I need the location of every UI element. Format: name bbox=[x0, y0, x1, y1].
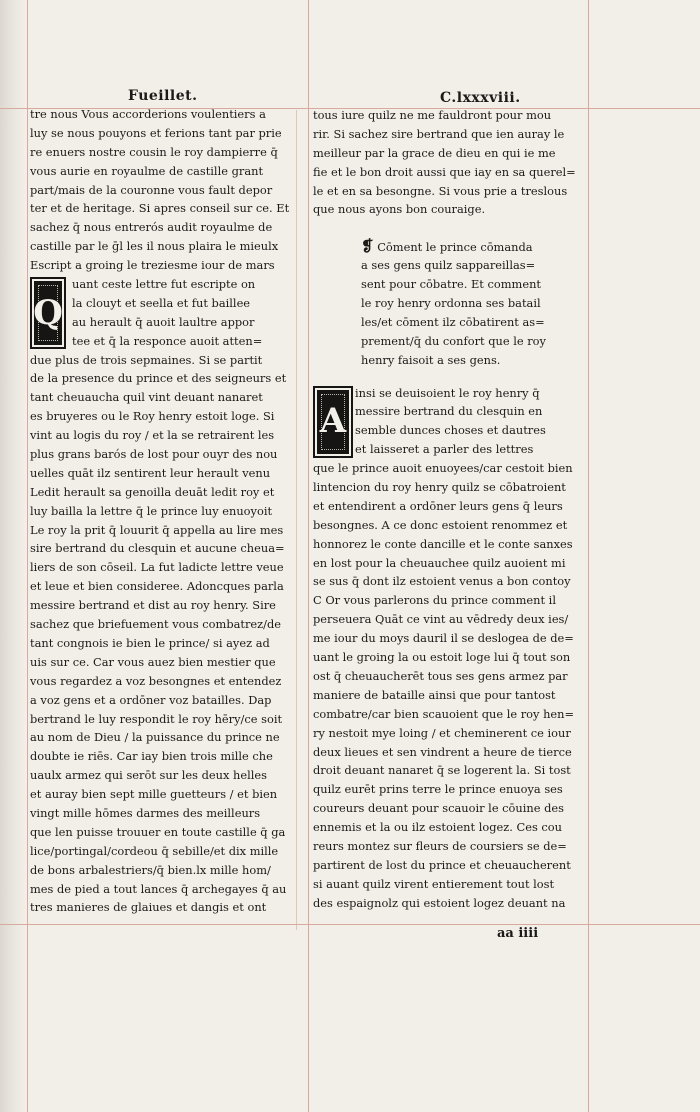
running-head-right: C.lxxxviii. bbox=[440, 90, 521, 106]
text-line: uelles quāt ilz sentirent leur herault venu bbox=[30, 465, 271, 480]
text-line: rir. Si sachez sire bertrand que ien auray le bbox=[313, 126, 565, 141]
right-column bbox=[313, 106, 587, 913]
text-line: uaulx armez qui serōt sur les deux helles bbox=[30, 768, 267, 783]
text-line: uant le groing la ou estoit loge lui q̄ tout son bbox=[313, 650, 571, 665]
text-line: tous iure quilz ne me fauldront pour mou bbox=[313, 108, 552, 122]
margin-rule-left-outer bbox=[27, 0, 28, 1112]
running-head-left: Fueillet. bbox=[128, 88, 198, 104]
text-line: meilleur par la grace de dieu en qui ie me bbox=[313, 145, 556, 160]
decorated-initial bbox=[313, 386, 353, 458]
text-line: semble dunces choses et dautres bbox=[355, 423, 546, 438]
text-line: le roy henry ordonna ses batail bbox=[361, 296, 541, 311]
text-line: besongnes. A ce donc estoient renommez et bbox=[313, 517, 568, 532]
right-initial-block bbox=[313, 384, 587, 460]
text-line: sire bertrand du clesquin et aucune cheua= bbox=[30, 541, 285, 556]
text-line: honnorez le conte dancille et le conte sanxes bbox=[313, 536, 573, 551]
text-line: uis sur ce. Car vous auez bien mestier que bbox=[30, 654, 276, 669]
text-line: tee et q̄ la responce auoit atten= bbox=[72, 333, 263, 348]
text-line: messire bertrand du clesquin en bbox=[355, 404, 543, 419]
text-line: ter et de heritage. Si apres conseil sur ce. Et bbox=[30, 201, 290, 216]
text-line: vingt mille hōmes darmes des meilleurs bbox=[30, 805, 261, 820]
text-line: me iour du moys dauril il se deslogea de de= bbox=[313, 631, 574, 646]
text-line: que len puisse trouuer en toute castille q̄ ga bbox=[30, 824, 286, 839]
text-line: mes de pied a tout lances q̄ archegayes q̄ au bbox=[30, 881, 287, 896]
right-top-block bbox=[313, 106, 587, 219]
left-column bbox=[30, 105, 296, 917]
text-line: Ledit herault sa genoilla deuāt ledit roy et bbox=[30, 484, 275, 499]
text-line: au herault q̄ auoit laultre appor bbox=[72, 314, 255, 329]
right-body-block bbox=[313, 459, 587, 912]
text-line: coureurs deuant pour scauoir le cōuine des bbox=[313, 801, 564, 816]
text-line: en lost pour la cheuauchee quilz auoient mi bbox=[313, 555, 566, 570]
text-line: vous regardez a voz besongnes et entendez bbox=[30, 673, 282, 688]
text-line: la clouyt et seella et fut baillee bbox=[72, 295, 251, 310]
text-line: lice/portingal/cordeou q̄ sebille/et dix mille bbox=[30, 843, 279, 858]
text-line: et auray bien sept mille guetteurs / et bien bbox=[30, 787, 278, 802]
text-line: part/mais de la couronne vous fault depor bbox=[30, 182, 273, 197]
left-top-block bbox=[30, 105, 296, 275]
text-line: plus grans barós de lost pour ouyr des nou bbox=[30, 447, 278, 462]
text-line: tres manieres de glaiues et dangis et ont bbox=[30, 900, 267, 915]
text-line: deux lieues et sen vindrent a heure de tierce bbox=[313, 744, 572, 759]
text-line: perseuera Quāt ce vint au vēdredy deux ies/ bbox=[313, 612, 569, 627]
text-line: et laisseret a parler des lettres bbox=[355, 442, 534, 457]
signature-mark: aa iiii bbox=[497, 926, 539, 941]
text-line: de bons arbalestriers/q̄ bien.lx mille hom/ bbox=[30, 862, 271, 877]
text-line: vous aurie en royaulme de castille grant bbox=[30, 163, 264, 178]
text-line: prement/q̄ du confort que le roy bbox=[361, 333, 546, 348]
text-line: tant cheuaucha quil vint deuant nanaret bbox=[30, 390, 263, 405]
text-line: droit deuant nanaret q̄ se logerent la. Si tost bbox=[313, 763, 571, 778]
text-line: lintencion du roy henry quilz se cōbatroient bbox=[313, 480, 566, 495]
text-line: tant congnois ie bien le prince/ si ayez ad bbox=[30, 635, 270, 650]
text-line: tre nous Vous accorderions voulentiers a bbox=[30, 107, 266, 121]
text-line: ry nestoit mye loing / et cheminerent ce iour bbox=[313, 725, 571, 740]
text-line: vint au logis du roy / et la se retrairent les bbox=[30, 428, 275, 443]
text-line: uant ceste lettre fut escripte on bbox=[72, 277, 256, 292]
text-line: et entendirent a ordōner leurs gens q̄ leurs bbox=[313, 498, 563, 513]
text-line: luy bailla la lettre q̄ le prince luy enuoyoit bbox=[30, 503, 273, 518]
margin-rule-center bbox=[308, 0, 309, 1112]
text-line: Le roy la prit q̄ louurit q̄ appella au lire mes bbox=[30, 522, 284, 537]
text-line: henry faisoit a ses gens. bbox=[361, 352, 501, 367]
text-line: sent pour cōbatre. Et comment bbox=[361, 277, 542, 292]
text-line: que nous ayons bon couraige. bbox=[313, 202, 486, 217]
rule-bottom bbox=[0, 924, 700, 925]
text-line: quilz eurēt prins terre le prince enuoya ses bbox=[313, 782, 563, 797]
text-line: ost q̄ cheuaucherēt tous ses gens armez par bbox=[313, 668, 568, 683]
text-line: C Or vous parlerons du prince comment il bbox=[313, 593, 556, 608]
chapter-heading bbox=[313, 237, 587, 369]
text-line: Escript a groing le treziesme iour de mars bbox=[30, 258, 275, 273]
text-line: a ses gens quilz sappareillas= bbox=[361, 258, 536, 273]
text-line: combatre/car bien scauoient que le roy hen= bbox=[313, 706, 575, 721]
text-line: liers de son cōseil. La fut ladicte lettre veue bbox=[30, 560, 284, 575]
text-line: de la presence du prince et des seigneurs et bbox=[30, 371, 287, 386]
text-line: messire bertrand et dist au roy henry. Sire bbox=[30, 598, 276, 613]
text-line: partirent de lost du prince et cheuaucherent bbox=[313, 857, 571, 872]
text-line: luy se nous pouyons et ferions tant par prie bbox=[30, 125, 282, 140]
text-line: des espaignolz qui estoient logez deuant na bbox=[313, 895, 566, 910]
margin-rule-right bbox=[588, 0, 589, 1112]
heading-text: Cōment le prince cōmanda bbox=[377, 240, 533, 255]
initial-letter: Q bbox=[33, 292, 63, 333]
text-line: due plus de trois sepmaines. Si se partit bbox=[30, 352, 263, 367]
decorated-initial bbox=[30, 277, 66, 349]
text-line: et leue et bien consideree. Adoncques parla bbox=[30, 579, 284, 594]
left-body-block bbox=[30, 351, 296, 918]
text-line: insi se deuisoient le roy henry q̄ bbox=[355, 385, 540, 400]
text-line: que le prince auoit enuoyees/car cestoit bien bbox=[313, 461, 573, 476]
text-line: a voz gens et a ordōner voz batailles. Dap bbox=[30, 692, 272, 707]
text-line: les/et cōment ilz cōbatirent as= bbox=[361, 314, 545, 329]
text-line: ennemis et la ou ilz estoient logez. Ces cou bbox=[313, 820, 562, 835]
left-initial-block bbox=[30, 275, 296, 351]
text-line: le et en sa besongne. Si vous prie a treslous bbox=[313, 183, 568, 198]
margin-rule-center-2 bbox=[296, 110, 297, 930]
text-line: au nom de Dieu / la puissance du prince ne bbox=[30, 730, 280, 745]
text-line: reurs montez sur fleurs de coursiers se de= bbox=[313, 838, 567, 853]
text-line: doubte ie riēs. Car iay bien trois mille che bbox=[30, 749, 273, 764]
text-line: re enuers nostre cousin le roy dampierre q̄ bbox=[30, 144, 278, 159]
text-line: castille par le ḡl les il nous plaira le mieulx bbox=[30, 239, 279, 254]
text-line: fie et le bon droit aussi que iay en sa querel= bbox=[313, 164, 576, 179]
pilcrow-icon: ❡ bbox=[361, 237, 374, 256]
initial-letter: A bbox=[319, 401, 347, 442]
text-line: bertrand le luy respondit le roy hēry/ce soit bbox=[30, 711, 283, 726]
text-line: sachez que briefuement vous combatrez/de bbox=[30, 617, 282, 632]
text-line bbox=[313, 237, 587, 256]
text-line: sachez q̄ nous entrerós audit royaulme de bbox=[30, 220, 273, 235]
text-line: si auant quilz virent entierement tout lost bbox=[313, 876, 555, 891]
text-line: se sus q̄ dont ilz estoient venus a bon contoy bbox=[313, 574, 571, 589]
text-line: maniere de bataille ainsi que pour tantost bbox=[313, 687, 556, 702]
text-line: es bruyeres ou le Roy henry estoit loge. Si bbox=[30, 409, 275, 424]
binding-shadow bbox=[0, 0, 26, 1112]
